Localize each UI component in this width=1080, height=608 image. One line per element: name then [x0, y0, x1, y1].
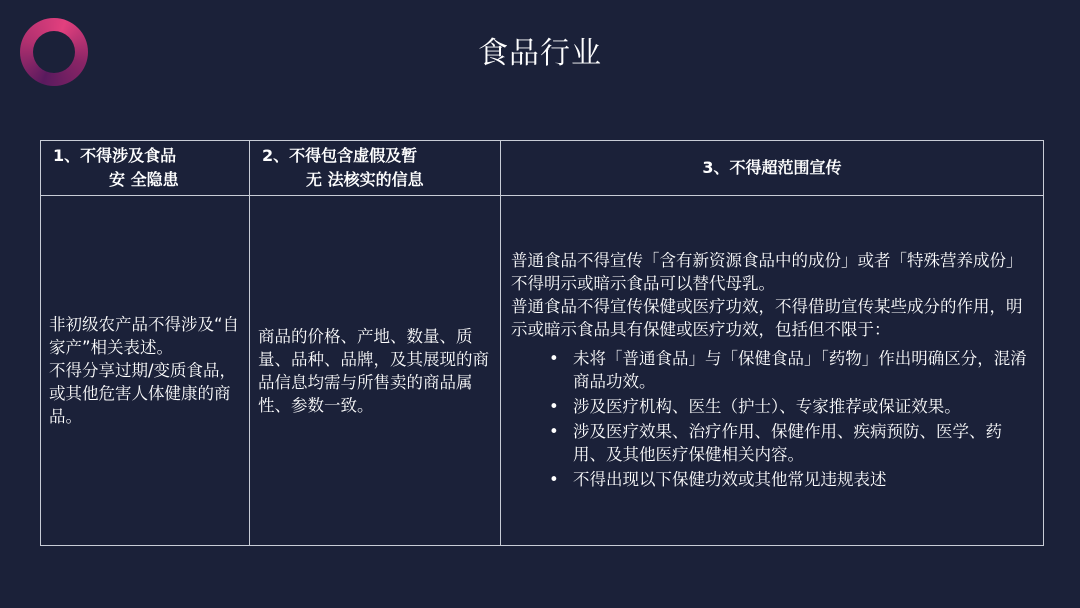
column-header-1-line2: 安 全隐患 — [109, 170, 179, 189]
column-header-3-label: 3、不得超范围宣传 — [702, 158, 842, 177]
cell-food-safety-text-2: 不得分享过期/变质食品，或其他危害人体健康的商品。 — [49, 361, 237, 426]
list-item: • 不得出现以下保健功效或其他常见违规表述 — [573, 468, 1033, 491]
scope-bullet-list — [511, 347, 1033, 491]
column-header-1-line1: 1、不得涉及食品 — [53, 146, 177, 165]
list-item: • 未将「普通食品」与「保健食品」「药物」作出明确区分，混淆商品功效。 — [573, 347, 1033, 393]
list-item: • 涉及医疗机构、医生（护士）、专家推荐或保证效果。 — [573, 395, 1033, 418]
cell-truthful-info — [250, 196, 501, 546]
column-header-2-line2: 无 法核实的信息 — [306, 170, 424, 189]
cell-truthful-info-text: 商品的价格、产地、数量、质量、品种、品牌，及其展现的商品信息均需与所售卖的商品属性、参数一致。 — [258, 326, 489, 415]
table-header-row — [41, 141, 1044, 196]
table-body-row — [41, 196, 1044, 546]
scope-paragraph-1: 普通食品不得宣传「含有新资源食品中的成份」或者「特殊营养成份」 — [511, 250, 1023, 270]
scope-paragraph-3: 普通食品不得宣传保健或医疗功效，不得借助宣传某些成分的作用，明示或暗示食品具有保健或医疗功效，包括但不限于： — [511, 296, 1023, 339]
column-header-1 — [41, 141, 250, 196]
rules-table — [40, 140, 1044, 546]
cell-food-safety — [41, 196, 250, 546]
column-header-2 — [250, 141, 501, 196]
scope-paragraph-2: 不得明示或暗示食品可以替代母乳。 — [511, 273, 775, 293]
list-item: • 涉及医疗效果、治疗作用、保健作用、疾病预防、医学、药用、及其他医疗保健相关内容。 — [573, 420, 1033, 466]
column-header-3 — [501, 141, 1044, 196]
page-title: 食品行业 — [478, 36, 602, 71]
cell-food-safety-text-1: 非初级农产品不得涉及“自家产”相关表述。 — [49, 315, 240, 357]
column-header-2-line1: 2、不得包含虚假及暂 — [262, 146, 418, 165]
cell-scope-of-claims — [501, 196, 1044, 546]
